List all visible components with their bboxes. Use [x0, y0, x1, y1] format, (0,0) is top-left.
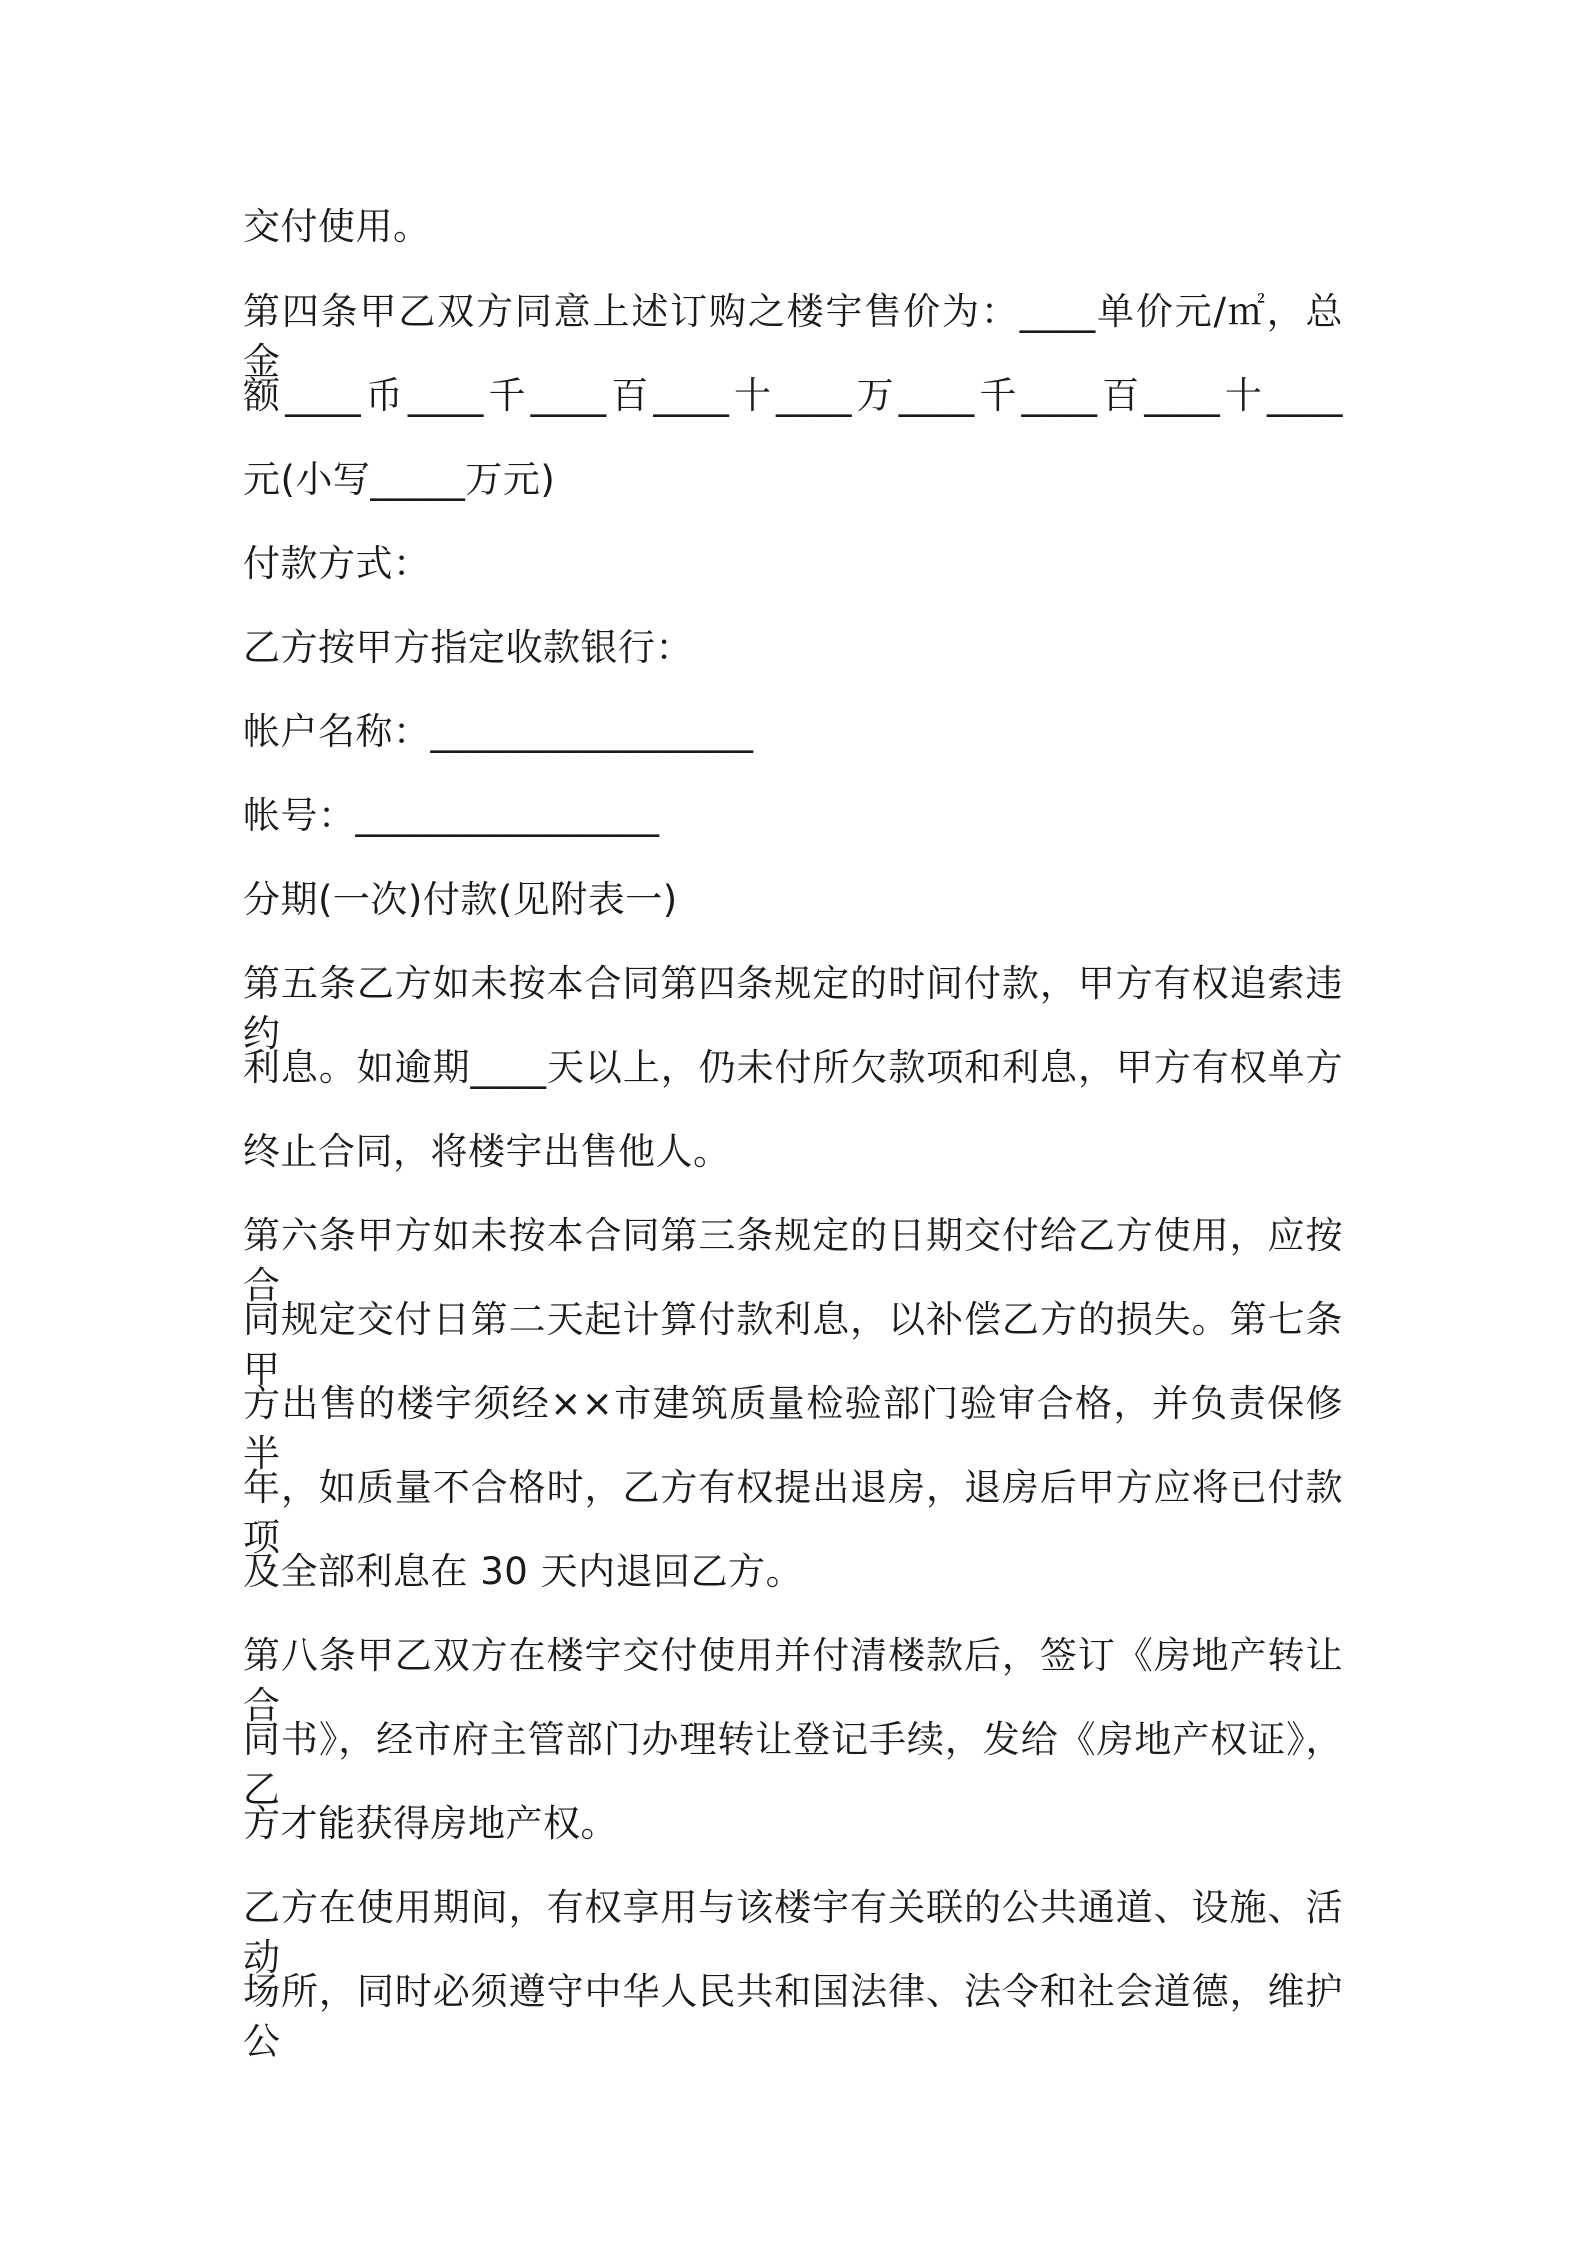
text-line-1: 交付使用。 [243, 205, 431, 248]
text-line-20: 方才能获得房地产权。 [243, 1802, 618, 1845]
text-line-5: 付款方式： [243, 542, 431, 585]
text-line-10: 第五条乙方如未按本合同第四条规定的时间付款，甲方有权追索违约 [243, 962, 1343, 1055]
text-line-2: 第四条甲乙双方同意上述订购之楼宇售价为：____单价元/㎡，总金 [243, 290, 1343, 383]
text-line-19: 同书》，经市府主管部门办理转让登记手续，发给《房地产权证》，乙 [243, 1718, 1343, 1811]
text-line-11: 利息。如逾期____天以上，仍未付所欠款项和利息，甲方有权单方 [243, 1046, 1343, 1089]
text-line-14: 同规定交付日第二天起计算付款利息，以补偿乙方的损失。第七条甲 [243, 1298, 1343, 1391]
text-line-4: 元(小写_____万元) [243, 458, 556, 501]
text-line-18: 第八条甲乙双方在楼宇交付使用并付清楼款后，签订《房地产转让合 [243, 1634, 1343, 1727]
text-line-9: 分期(一次)付款(见附表一) [243, 878, 678, 921]
text-line-3: 额____币____千____百____十____万____千____百____十____ [243, 374, 1343, 417]
text-line-16: 年，如质量不合格时，乙方有权提出退房，退房后甲方应将已付款项 [243, 1466, 1343, 1559]
text-line-21: 乙方在使用期间，有权享用与该楼宇有关联的公共通道、设施、活动 [243, 1886, 1343, 1979]
text-line-17: 及全部利息在 30 天内退回乙方。 [243, 1550, 804, 1593]
text-line-12: 终止合同，将楼宇出售他人。 [243, 1130, 731, 1173]
text-line-22: 场所，同时必须遵守中华人民共和国法律、法令和社会道德，维护公 [243, 1970, 1343, 2063]
text-line-7: 帐户名称：_________________ [243, 710, 754, 753]
text-line-6: 乙方按甲方指定收款银行： [243, 626, 693, 669]
text-line-13: 第六条甲方如未按本合同第三条规定的日期交付给乙方使用，应按合 [243, 1214, 1343, 1307]
text-line-15: 方出售的楼宇须经××市建筑质量检验部门验审合格，并负责保修半 [243, 1382, 1343, 1475]
text-line-8: 帐号：________________ [243, 794, 660, 837]
